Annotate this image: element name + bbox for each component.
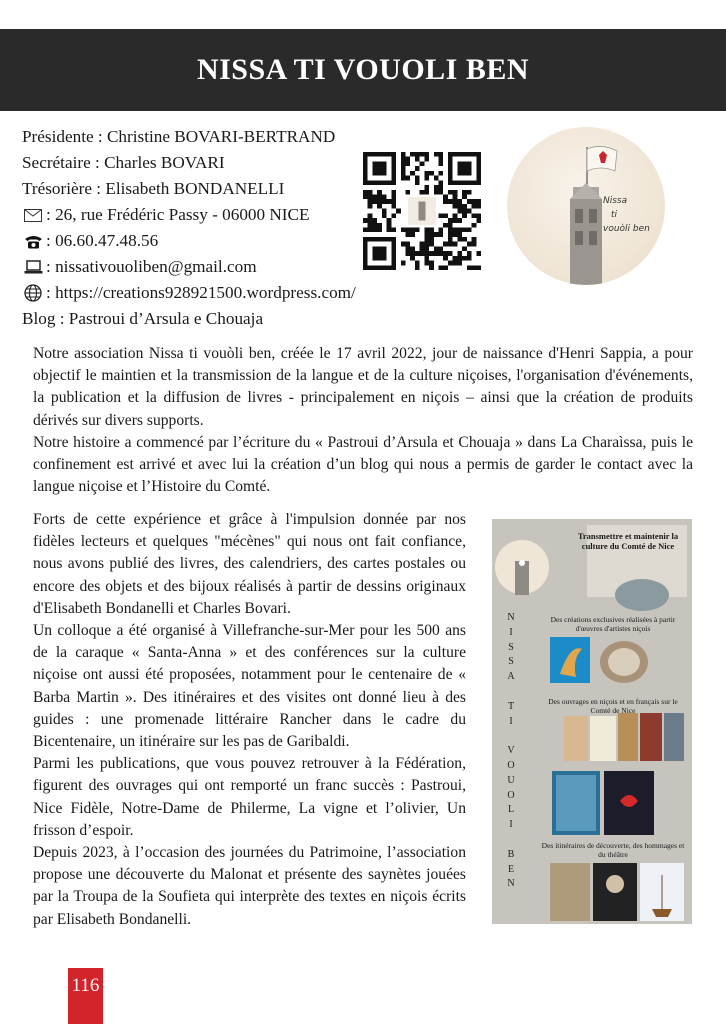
logo-text-2: ti <box>611 210 618 220</box>
association-logo <box>507 127 665 285</box>
vertical-letter: O <box>507 759 515 771</box>
treasurer-line: Trésorière : Elisabeth BONDANELLI <box>22 179 285 198</box>
vertical-letter: N <box>507 612 515 623</box>
vertical-letter: B <box>507 848 515 860</box>
envelope-icon <box>22 209 44 222</box>
email-text[interactable]: : nissativouoliben@gmail.com <box>46 257 257 276</box>
vertical-letter: S <box>508 656 514 668</box>
intro-paragraph: Notre association Nissa ti vouòli ben, créée le 17 avril 2022, jour de naissance d'Henri Sappia, a pour objectif le maintien et la transmission de la langue et de la culture niçoises, l'organisation d'événements, la publication et la diffusion de livres - principalement en niçois – ainsi que la création de produits dérivés sur divers supports. <box>33 345 693 429</box>
phone-icon <box>22 234 44 249</box>
president-line: Présidente : Christine BOVARI-BERTRAND <box>22 127 336 146</box>
vertical-letter: I <box>509 819 513 831</box>
logo-text-1: Nissa <box>603 196 628 206</box>
vertical-letter <box>504 685 518 700</box>
logo-text-3: vouòli ben <box>603 224 650 234</box>
laptop-icon <box>22 260 44 274</box>
vertical-letter: V <box>507 745 515 757</box>
address-text: : 26, rue Frédéric Passy - 06000 NICE <box>46 205 310 224</box>
secretary-line: Secrétaire : Charles BOVARI <box>22 153 225 172</box>
page-title: NISSA TI VOUOLI BEN <box>196 53 530 86</box>
body-text <box>33 509 466 931</box>
vertical-letter: I <box>509 626 513 638</box>
body-paragraph: Forts de cette expérience et grâce à l'impulsion donnée par nos fidèles lecteurs et quelques "mécènes" qui nous ont fait confiance, nous avons publié des livres, des calendriers, des cartes postales ou encore des objets et des bijoux réalisés à partir de dessins originaux d'Elisabeth Bondanelli et Charles Bovari. <box>33 511 466 617</box>
body-paragraph: Depuis 2023, à l’occasion des journées du Patrimoine, l’association propose une découverte du Malonat et présente des saynètes jouées par la Troupa de la Soufieta qui interprète des textes en niçois écrits par Elisabeth Bondanelli. <box>33 844 466 928</box>
poster-section-2: Des ouvrages en niçois et en français sur le Comté de Nice <box>548 697 678 715</box>
phone-text: : 06.60.47.48.56 <box>46 231 159 250</box>
vertical-letter: T <box>507 700 515 712</box>
vertical-letter: L <box>507 804 515 816</box>
vertical-letter: A <box>507 671 515 683</box>
page-header <box>0 29 726 111</box>
body-paragraph: Un colloque a été organisé à Villefranche-sur-Mer pour les 500 ans de la caraque « Santa-Anna » et des conférences sur la culture niçoise ont aussi été proposées, notamment pour le centenaire de « Barba Martin ». Des itinéraires et des visites ont donné lieu à des guides : une promenade littéraire Rancher dans le cadre du Bicentenaire, un itinéraire sur les pas de Garibaldi. <box>33 622 466 751</box>
page-number: 116 <box>68 968 103 1024</box>
qr-code[interactable] <box>363 152 481 270</box>
globe-icon <box>22 284 44 302</box>
vertical-letter: O <box>507 789 515 801</box>
vertical-letter: U <box>507 774 515 786</box>
website-line <box>22 280 442 306</box>
intro-paragraph: Notre histoire a commencé par l’écriture du « Pastroui d’Arsula et Chouaja » dans La Charaìssa, puis le confinement est arrivé et avec lui la création d’un blog qui nous a permis de garder le contact avec la langue niçoise et l’Histoire du Comté. <box>33 433 693 496</box>
vertical-letter: N <box>507 878 515 890</box>
vertical-letter: E <box>507 863 515 875</box>
association-poster <box>492 519 692 924</box>
vertical-letter: I <box>509 715 513 727</box>
intro-text <box>33 343 693 498</box>
vertical-letter: S <box>508 641 514 653</box>
poster-section-1: Des créations exclusives réalisées à partir d'œuvres d'artistes niçois <box>550 615 676 633</box>
vertical-letter <box>504 833 518 848</box>
website-text[interactable]: : https://creations928921500.wordpress.com/ <box>46 283 356 302</box>
poster-section-3: Des itinéraires de découverte, des hommages et du théâtre <box>541 841 685 859</box>
body-paragraph: Parmi les publications, que vous pouvez retrouver à la Fédération, figurent des ouvrages qui ont remporté un franc succès : Pastroui, Nice Fidèle, Notre-Dame de Philerme, La vigne et l’olivier, Un frisson d’espoir. <box>33 755 466 839</box>
vertical-letter <box>504 729 518 744</box>
blog-line: Blog : Pastroui d’Arsula e Chouaja <box>22 309 264 328</box>
poster-title: Transmettre et maintenir la culture du Comté de Nice <box>577 531 679 551</box>
poster-vertical-text <box>504 611 518 892</box>
